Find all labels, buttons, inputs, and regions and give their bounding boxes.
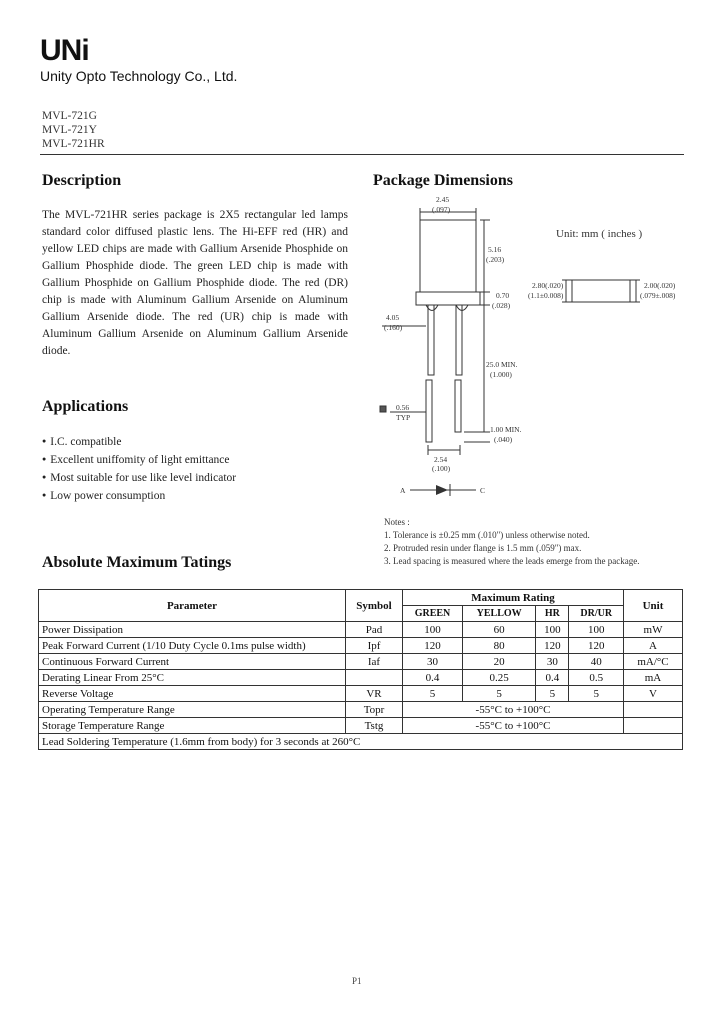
unit-label: Unit: mm ( inches ): [556, 228, 643, 240]
description-text: The MVL-721HR series package is 2X5 rectangular led lamps standard color diffused plastic lens. The Hi-EFF red (HR) and yellow LED chips are made with Gallium Arsenide Phosphide on Gallium Phosphide diode. The green LED chip is made with Gallium Phosphide on Gallium Phosphide diode. The red (DR) chip is made with Aluminum Gallium Arsenide on Aluminum Gallium Arsenide diode. The red (UR) chip is made with Aluminum Gallium Arsenide on Aluminum Gallium Arsenide diode.: [42, 209, 348, 357]
symbol-cell: VR: [346, 686, 403, 702]
dim-side-left: 2.80(.020): [532, 281, 564, 290]
value-cell: 40: [569, 654, 624, 670]
table-row: [39, 670, 683, 686]
value-cell: 20: [463, 654, 536, 670]
company-logo: UNi: [40, 34, 89, 67]
list-item: ● Most suitable for use like level indicator: [42, 469, 236, 487]
anode-label: A: [400, 486, 406, 495]
header-unit: Unit: [624, 590, 683, 622]
model-number: MVL-721HR: [42, 138, 105, 150]
table-row: [39, 622, 683, 638]
value-cell: 100: [569, 622, 624, 638]
cathode-label: C: [480, 486, 486, 495]
param-cell: Continuous Forward Current: [39, 654, 346, 670]
value-cell: 5: [403, 686, 463, 702]
diode-symbol: [436, 485, 448, 495]
value-cell: 30: [403, 654, 463, 670]
table-row: [39, 718, 683, 734]
header-divider: [40, 154, 684, 155]
value-cell: -55°C to +100°C: [403, 718, 624, 734]
page-number: P1: [352, 976, 362, 986]
dim-spacing-in: (.100): [432, 464, 451, 473]
model-number: MVL-721Y: [42, 124, 97, 136]
description-heading: Description: [42, 172, 122, 189]
list-item: ● Excellent uniffomity of light emittance: [42, 451, 236, 469]
value-cell: 100: [536, 622, 569, 638]
dim-flange: 0.70: [496, 291, 510, 300]
param-cell: Power Dissipation: [39, 622, 346, 638]
value-cell: 5: [569, 686, 624, 702]
applications-list: [42, 433, 236, 505]
table-row: [39, 702, 683, 718]
model-number: MVL-721G: [42, 110, 97, 122]
note-item: 2. Protruded resin under flange is 1.5 mm (.059") max.: [384, 543, 582, 553]
header-max-rating: Maximum Rating: [403, 590, 624, 606]
notes: [384, 516, 639, 568]
unit-cell: [624, 718, 683, 734]
notes-title: Notes :: [384, 517, 410, 527]
value-cell: 30: [536, 654, 569, 670]
value-cell: 0.5: [569, 670, 624, 686]
symbol-cell: Topr: [346, 702, 403, 718]
note-item: 3. Lead spacing is measured where the leads emerge from the package.: [384, 556, 640, 566]
value-cell: 100: [403, 622, 463, 638]
value-cell: 0.4: [536, 670, 569, 686]
dim-lead-width: 0.56: [396, 403, 410, 412]
param-cell: Operating Temperature Range: [39, 702, 346, 718]
dim-side-left-in: (1.1±0.008): [528, 291, 564, 300]
symbol-cell: Iaf: [346, 654, 403, 670]
table-row: [39, 638, 683, 654]
unit-cell: mW: [624, 622, 683, 638]
value-cell: -55°C to +100°C: [403, 702, 624, 718]
table-row: [39, 654, 683, 670]
symbol-cell: Tstg: [346, 718, 403, 734]
unit-cell: mA/°C: [624, 654, 683, 670]
applications-heading: Applications: [42, 398, 129, 415]
symbol-cell: Pad: [346, 622, 403, 638]
dim-body-height-in: (.203): [486, 255, 505, 264]
unit-cell: mA: [624, 670, 683, 686]
dim-lead-length-in: (1.000): [490, 370, 512, 379]
header-parameter: Parameter: [39, 590, 346, 622]
dim-side-right: 2.00(.020): [644, 281, 676, 290]
value-cell: 120: [569, 638, 624, 654]
value-cell: 80: [463, 638, 536, 654]
list-item: ● Low power consumption: [42, 487, 236, 505]
table-row: [39, 686, 683, 702]
list-item: ● I.C. compatible: [42, 433, 236, 451]
dim-top-width: 2.45: [436, 195, 450, 204]
unit-cell: A: [624, 638, 683, 654]
dim-lead-bottom-in: (.040): [494, 435, 513, 444]
dim-top-width-in: (.097): [432, 205, 451, 214]
param-cell: Peak Forward Current (1/10 Duty Cycle 0.1ms pulse width): [39, 638, 346, 654]
dim-spacing: 2.54: [434, 455, 448, 464]
unit-cell: [624, 702, 683, 718]
ratings-heading: Absolute Maximum Tatings: [42, 554, 232, 571]
header-col: GREEN: [403, 606, 463, 622]
solder-cell: Lead Soldering Temperature (1.6mm from body) for 3 seconds at 260°C: [39, 734, 683, 750]
unit-cell: V: [624, 686, 683, 702]
header-col: DR/UR: [569, 606, 624, 622]
value-cell: 120: [536, 638, 569, 654]
dim-lead-bottom: 1.00 MIN.: [490, 425, 522, 434]
note-item: 1. Tolerance is ±0.25 mm (.010") unless otherwise noted.: [384, 530, 590, 540]
header-col: YELLOW: [463, 606, 536, 622]
param-cell: Reverse Voltage: [39, 686, 346, 702]
table-row: [39, 734, 683, 750]
symbol-cell: Ipf: [346, 638, 403, 654]
package-diagram: [360, 190, 700, 510]
symbol-cell: [346, 670, 403, 686]
dim-lead-left: 4.05: [386, 313, 400, 322]
header-symbol: Symbol: [346, 590, 403, 622]
value-cell: 60: [463, 622, 536, 638]
dim-side-right-in: (.079±.008): [640, 291, 676, 300]
value-cell: 120: [403, 638, 463, 654]
package-heading: Package Dimensions: [373, 172, 513, 189]
value-cell: 5: [463, 686, 536, 702]
param-cell: Derating Linear From 25°C: [39, 670, 346, 686]
dim-lead-width-in: TYP: [396, 413, 411, 422]
value-cell: 0.25: [463, 670, 536, 686]
dim-lead-left-in: (.160): [384, 323, 403, 332]
value-cell: 5: [536, 686, 569, 702]
value-cell: 0.4: [403, 670, 463, 686]
dim-flange-in: (.028): [492, 301, 511, 310]
company-name: Unity Opto Technology Co., Ltd.: [40, 68, 238, 84]
header-col: HR: [536, 606, 569, 622]
ratings-table: [38, 589, 683, 750]
dim-body-height: 5.16: [488, 245, 502, 254]
dim-lead-length: 25.0 MIN.: [486, 360, 518, 369]
param-cell: Storage Temperature Range: [39, 718, 346, 734]
